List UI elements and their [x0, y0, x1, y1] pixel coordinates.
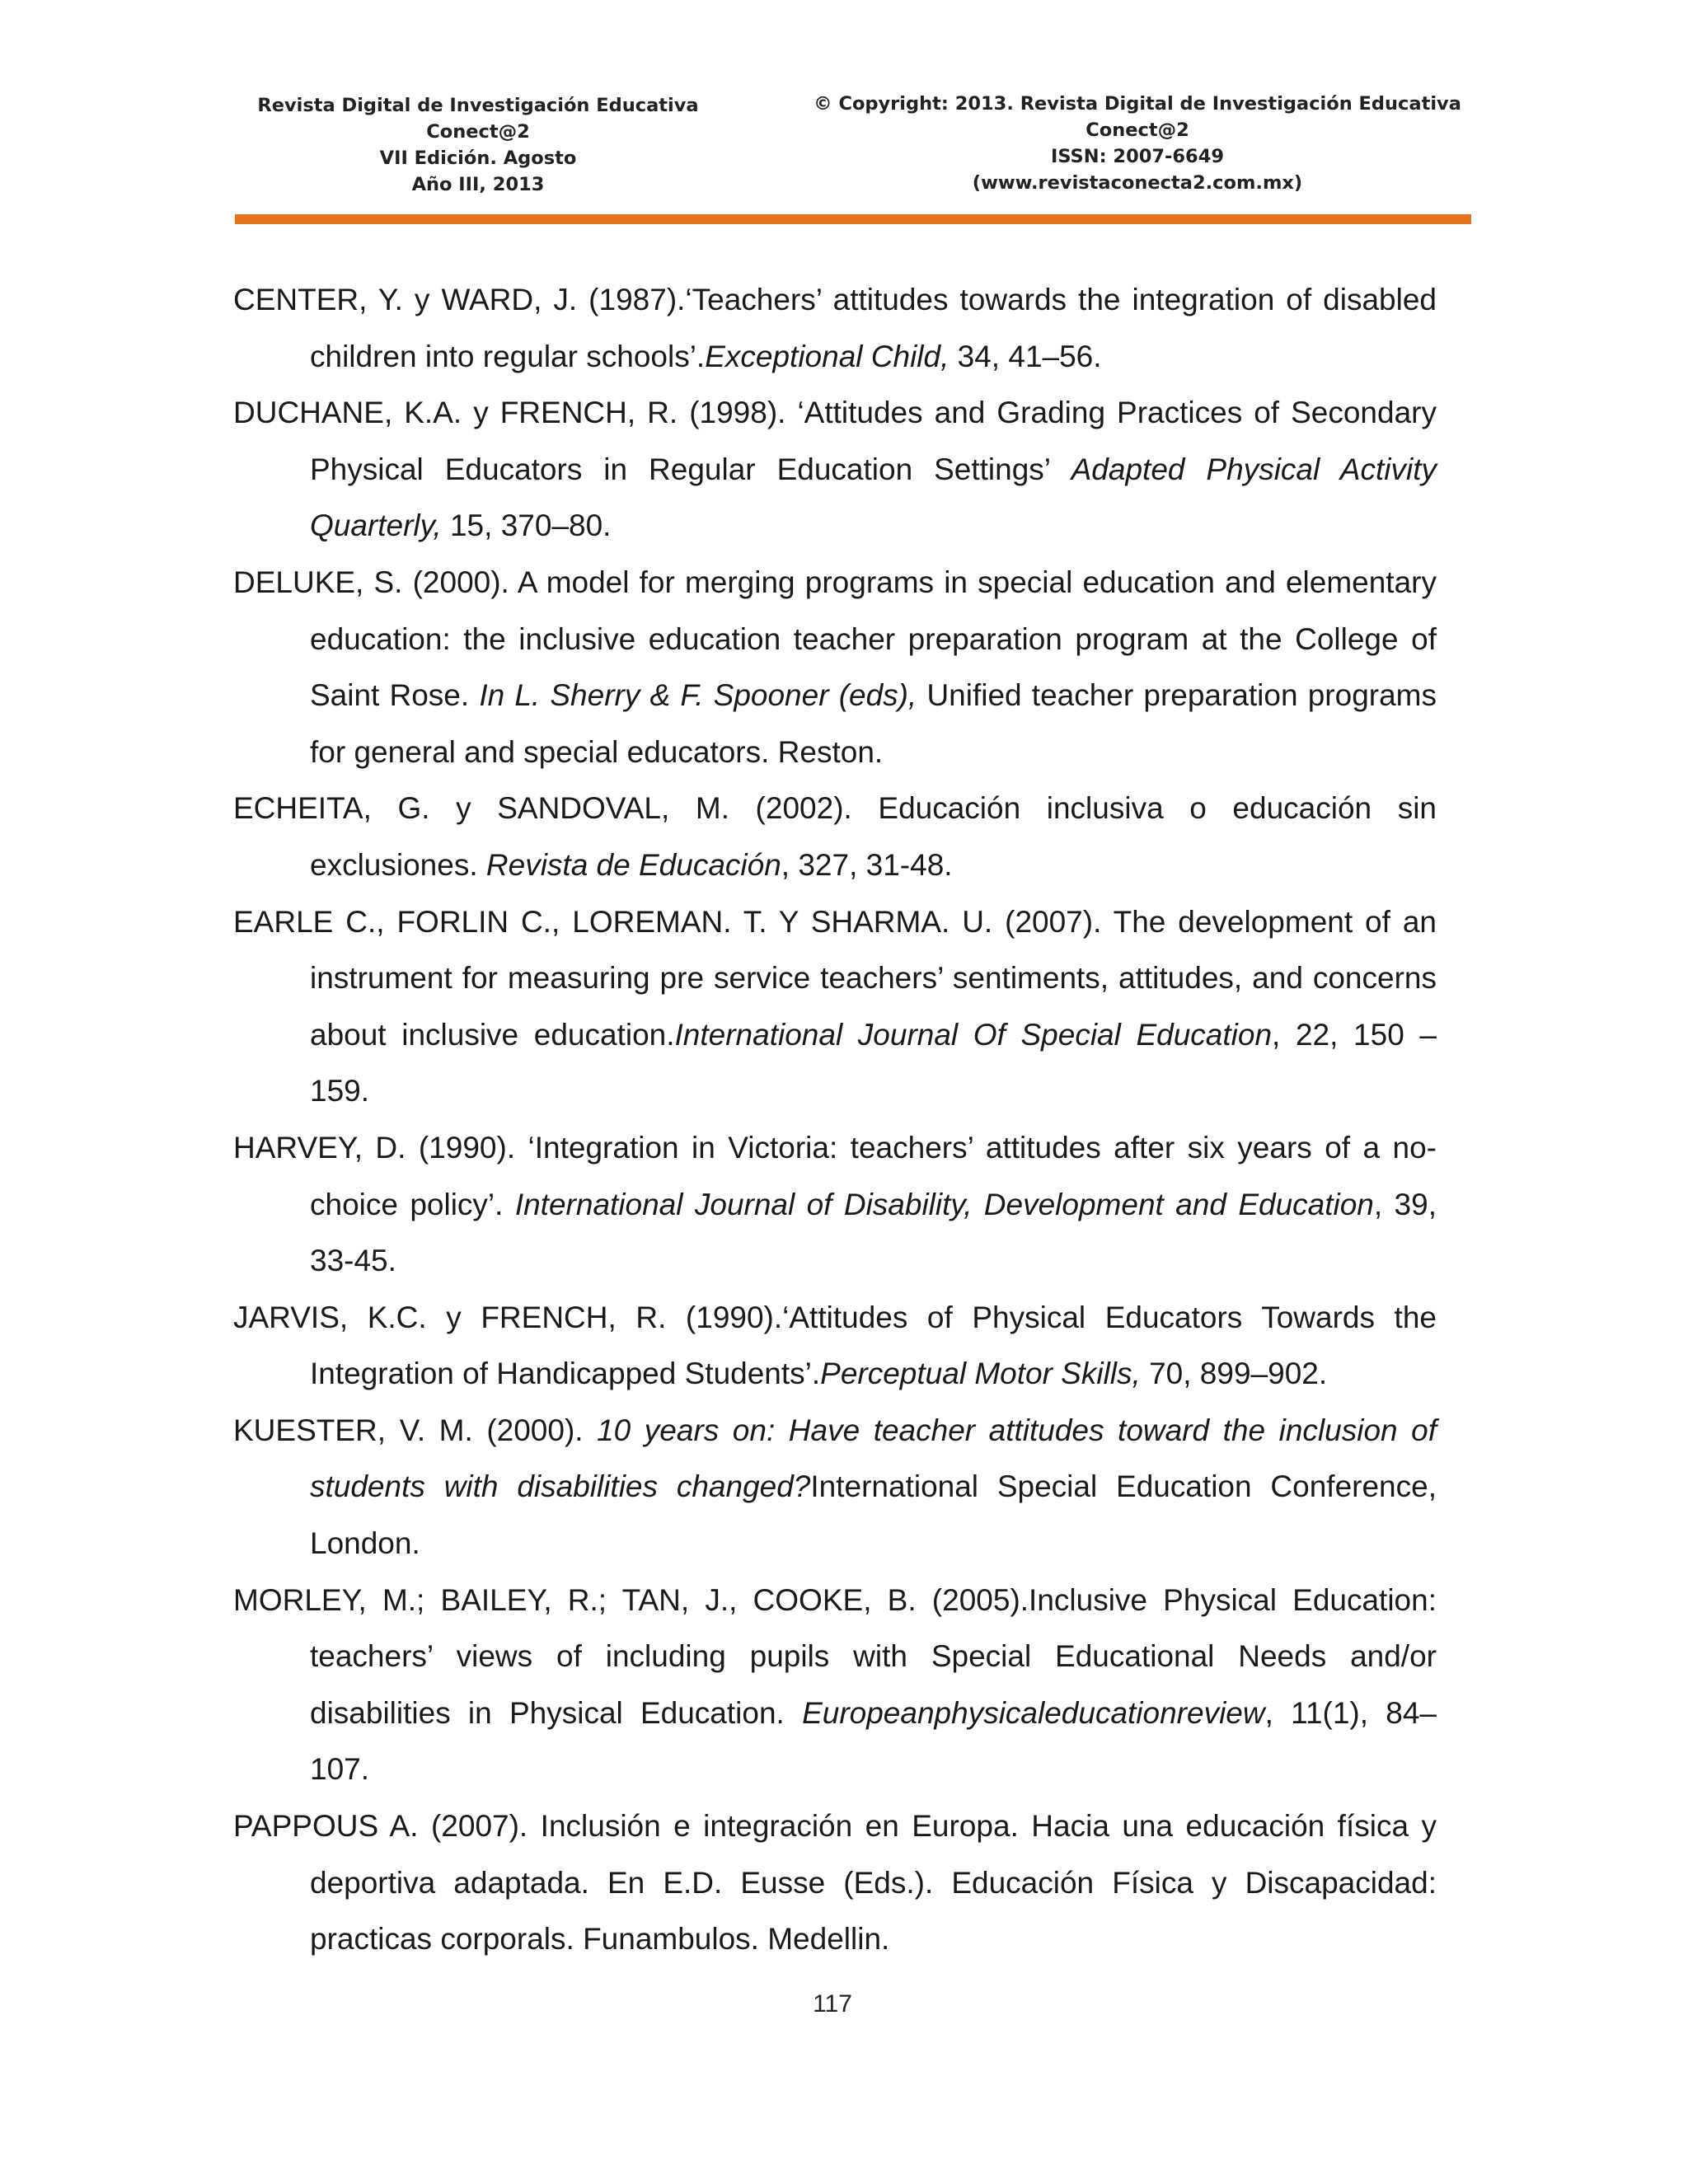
reference-details: , 11(1), 84–107.	[310, 1695, 1437, 1787]
reference-source: Adapted Physical Activity Quarterly,	[310, 452, 1437, 543]
reference-entry	[233, 1798, 1437, 1968]
website: (www.revistaconecta2.com.mx)	[972, 172, 1303, 194]
reference-source: 10 years on: Have teacher attitudes toward the inclusion of students with disabilities changed?	[310, 1413, 1437, 1504]
reference-details: 70, 899–902.	[1140, 1357, 1328, 1391]
reference-source: Europeanphysicaleducationreview	[802, 1695, 1265, 1730]
reference-source: Perceptual Motor Skills,	[820, 1357, 1141, 1391]
reference-details: , 22, 150 – 159.	[310, 1017, 1437, 1108]
reference-text: KUESTER, V. M. (2000).	[233, 1413, 598, 1447]
reference-entry	[233, 894, 1437, 1120]
reference-text: PAPPOUS A. (2007). Inclusión e integración en Europa. Hacia una educación física y deportiva adaptada. En E.D. Eusse (Eds.). Educación Física y Discapacidad: practicas corporals. Funambulos. Medellin.	[233, 1809, 1437, 1957]
reference-source: Revista de Educación	[485, 847, 781, 882]
reference-text: DUCHANE, K.A. y FRENCH, R. (1998). ‘Attitudes and Grading Practices of Secondary Physical Educators in Regular Education Settings’	[233, 396, 1437, 486]
reference-entry	[233, 272, 1437, 385]
issn: ISSN: 2007-6649	[1050, 146, 1224, 167]
reference-entry	[233, 1403, 1437, 1572]
page-header	[235, 92, 1471, 195]
reference-entry	[233, 1120, 1437, 1290]
journal-name: Conect@2	[426, 121, 530, 143]
reference-details: , 39, 33-45.	[310, 1187, 1437, 1278]
reference-details: 15, 370–80.	[441, 509, 612, 543]
reference-entry	[233, 780, 1437, 893]
journal-edition: VII Edición. Agosto	[379, 148, 577, 169]
reference-source: Exceptional Child,	[705, 339, 950, 373]
reference-text: HARVEY, D. (1990). ‘Integration in Victoria: teachers’ attitudes after six years of a no-choice policy’.	[233, 1130, 1437, 1221]
reference-text: ECHEITA, G. y SANDOVAL, M. (2002). Educación inclusiva o educación sin exclusiones.	[233, 791, 1437, 882]
reference-text: EARLE C., FORLIN C., LOREMAN. T. Y SHARMA. U. (2007). The development of an instrument for measuring pre service teachers’ sentiments, attitudes, and concerns about inclusive education.	[233, 904, 1437, 1052]
reference-text: MORLEY, M.; BAILEY, R.; TAN, J., COOKE, B. (2005).Inclusive Physical Education: teachers’ views of including pupils with Special Educational Needs and/or disabilities in Physical Education.	[233, 1582, 1437, 1730]
copyright-info	[804, 91, 1471, 196]
reference-details: 34, 41–56.	[949, 339, 1102, 373]
copyright-journal-name: Conect@2	[1085, 120, 1189, 141]
page-number: 117	[813, 1990, 852, 2018]
reference-source: International Journal Of Special Education	[674, 1017, 1273, 1052]
reference-list	[233, 272, 1437, 1968]
reference-entry	[233, 1572, 1437, 1798]
journal-info	[235, 92, 721, 198]
journal-title: Revista Digital de Investigación Educativa	[257, 95, 699, 116]
reference-text: CENTER, Y. y WARD, J. (1987).‘Teachers’ attitudes towards the integration of disabled children into regular schools’.	[233, 283, 1437, 373]
reference-details: , 327, 31-48.	[781, 847, 953, 882]
reference-entry	[233, 385, 1437, 555]
reference-entry	[233, 1290, 1437, 1403]
header-divider	[235, 214, 1471, 224]
reference-source: International Journal of Disability, Development and Education	[514, 1187, 1374, 1221]
reference-details: International Special Education Conference, London.	[310, 1469, 1437, 1561]
reference-text: DELUKE, S. (2000). A model for merging programs in special education and elementary education: the inclusive education teacher preparation program at the College of Saint Rose.	[233, 565, 1437, 713]
reference-source: In L. Sherry & F. Spooner (eds),	[479, 678, 917, 713]
reference-details: Unified teacher preparation programs for general and special educators. Reston.	[310, 678, 1437, 769]
reference-entry	[233, 555, 1437, 780]
copyright-line: © Copyright: 2013. Revista Digital de Investigación Educativa	[814, 93, 1461, 115]
reference-text: JARVIS, K.C. y FRENCH, R. (1990).‘Attitudes of Physical Educators Towards the Integration of Handicapped Students’.	[233, 1300, 1437, 1391]
journal-year: Año III, 2013	[411, 174, 545, 195]
